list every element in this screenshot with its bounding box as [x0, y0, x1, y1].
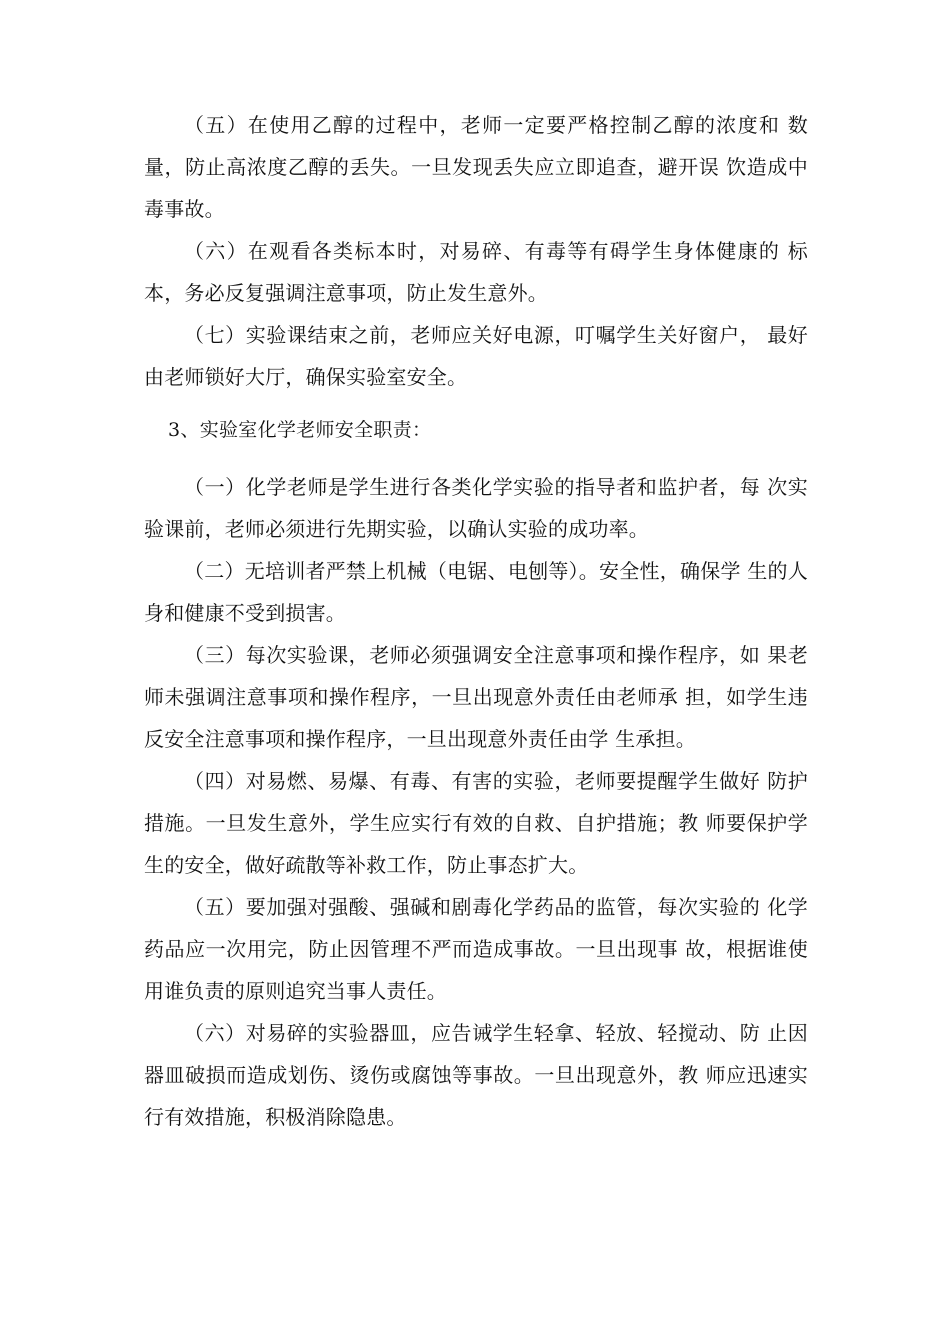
- paragraph-teacher-role: （一）化学老师是学生进行各类化学实验的指导者和监护者，每 次实验课前，老师必须进行先期实验，以确认实验的成功率。: [144, 475, 808, 541]
- paragraph-safety-emphasis: （三）每次实验课，老师必须强调安全注意事项和操作程序，如 果老师未强调注意事项和操作程序，一旦出现意外责任由老师承 担，如学生违反安全注意事项和操作程序，一旦出现意外责任由学 生承担。: [144, 643, 808, 751]
- paragraph-fragile-equipment: （六）对易碎的实验器皿，应告诫学生轻拿、轻放、轻搅动、防 止因器皿破损而造成划伤、烫伤或腐蚀等事故。一旦出现意外，教 师应迅速实行有效措施，积极消除隐患。: [144, 1021, 808, 1129]
- paragraph-chemical-supervision: （五）要加强对强酸、强碱和剧毒化学药品的监管，每次实验的 化学药品应一次用完，防止因管理不严而造成事故。一旦出现事 故，根据谁使用谁负责的原则追究当事人责任。: [144, 895, 808, 1003]
- section-heading-chemistry-teacher: 3、实验室化学老师安全职责：: [168, 419, 432, 441]
- paragraph-machinery: （二）无培训者严禁上机械（电锯、电刨等）。安全性，确保学 生的人身和健康不受到损害。: [144, 559, 808, 625]
- paragraph-class-end: （七）实验课结束之前，老师应关好电源，叮嘱学生关好窗户， 最好由老师锁好大厅，确保实验室安全。: [144, 323, 808, 389]
- paragraph-hazard-protection: （四）对易燃、易爆、有毒、有害的实验，老师要提醒学生做好 防护措施。一旦发生意外，学生应实行有效的自救、自护措施；教 师要保护学生的安全，做好疏散等补救工作，防止事态扩大。: [144, 769, 808, 877]
- paragraph-specimen-viewing: （六）在观看各类标本时，对易碎、有毒等有碍学生身体健康的 标本，务必反复强调注意事项，防止发生意外。: [144, 239, 808, 305]
- paragraph-ethanol-control: （五）在使用乙醇的过程中，老师一定要严格控制乙醇的浓度和 数量，防止高浓度乙醇的丢失。一旦发现丢失应立即追查，避开误 饮造成中毒事故。: [144, 113, 808, 221]
